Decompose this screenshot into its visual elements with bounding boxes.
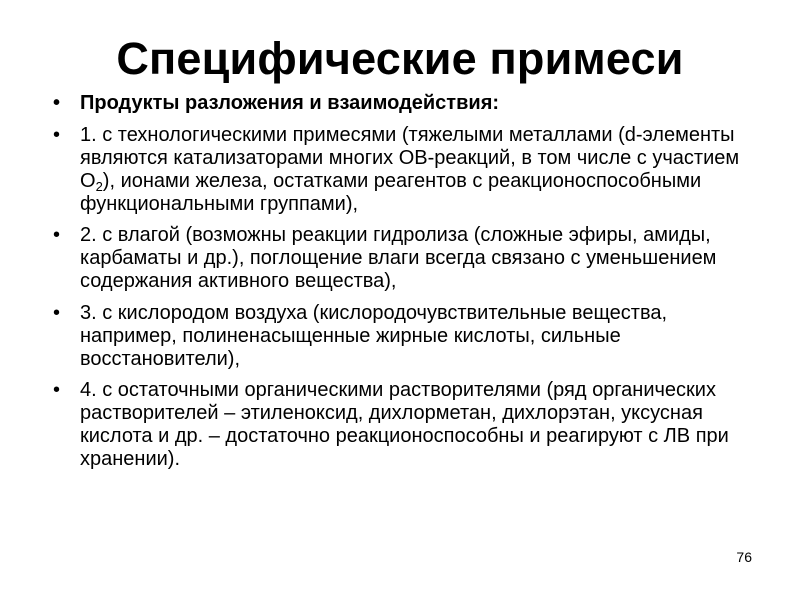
bullet-dot-icon: • <box>53 301 61 324</box>
bullet-text: 2. с влагой (возможны реакции гидролиза (сложные эфиры, амиды, карбаматы и др.), поглощение влаги всегда связано с уменьшением содержания активного вещества), <box>80 224 717 292</box>
bullet-text-part: ), ионами железа, остатками реагентов с реакционоспособными функциональными группами), <box>80 169 702 215</box>
bullet-dot-icon: • <box>53 92 61 114</box>
bullet-text: 4. с остаточными органическими растворителями (ряд органических растворителей – этиленоксид, дихлорметан, дихлорэтан, уксусная кислота и др. – достаточно реакционоспособны и реагируют с ЛВ при хранении). <box>80 379 729 470</box>
bullet-item-intro <box>52 92 768 115</box>
bullet-item-technological-impurities <box>52 124 768 216</box>
bullet-text: Продукты разложения и взаимодействия: <box>80 92 500 114</box>
slide-title: Специфические примеси <box>116 33 684 84</box>
bullet-item-moisture <box>52 224 768 293</box>
bullet-list <box>52 92 768 480</box>
bullet-dot-icon: • <box>53 123 61 146</box>
slide-page-number: 76 <box>736 549 752 565</box>
bullet-dot-icon: • <box>53 224 61 246</box>
oxygen-subscript: 2 <box>95 178 103 194</box>
bullet-item-residual-solvents <box>52 379 768 471</box>
bullet-text-part: 1. с технологическими примесями (тяжелыми металлами (d-элементы являются катализаторами многих ОВ-реакций, в том числе с участием О <box>80 123 740 192</box>
bullet-dot-icon: • <box>53 379 61 401</box>
bullet-item-air-oxygen <box>52 302 768 371</box>
bullet-text: 3. с кислородом воздуха (кислородочувствительные вещества, например, полиненасыщенные жирные кислоты, сильные восстановители), <box>80 301 668 370</box>
